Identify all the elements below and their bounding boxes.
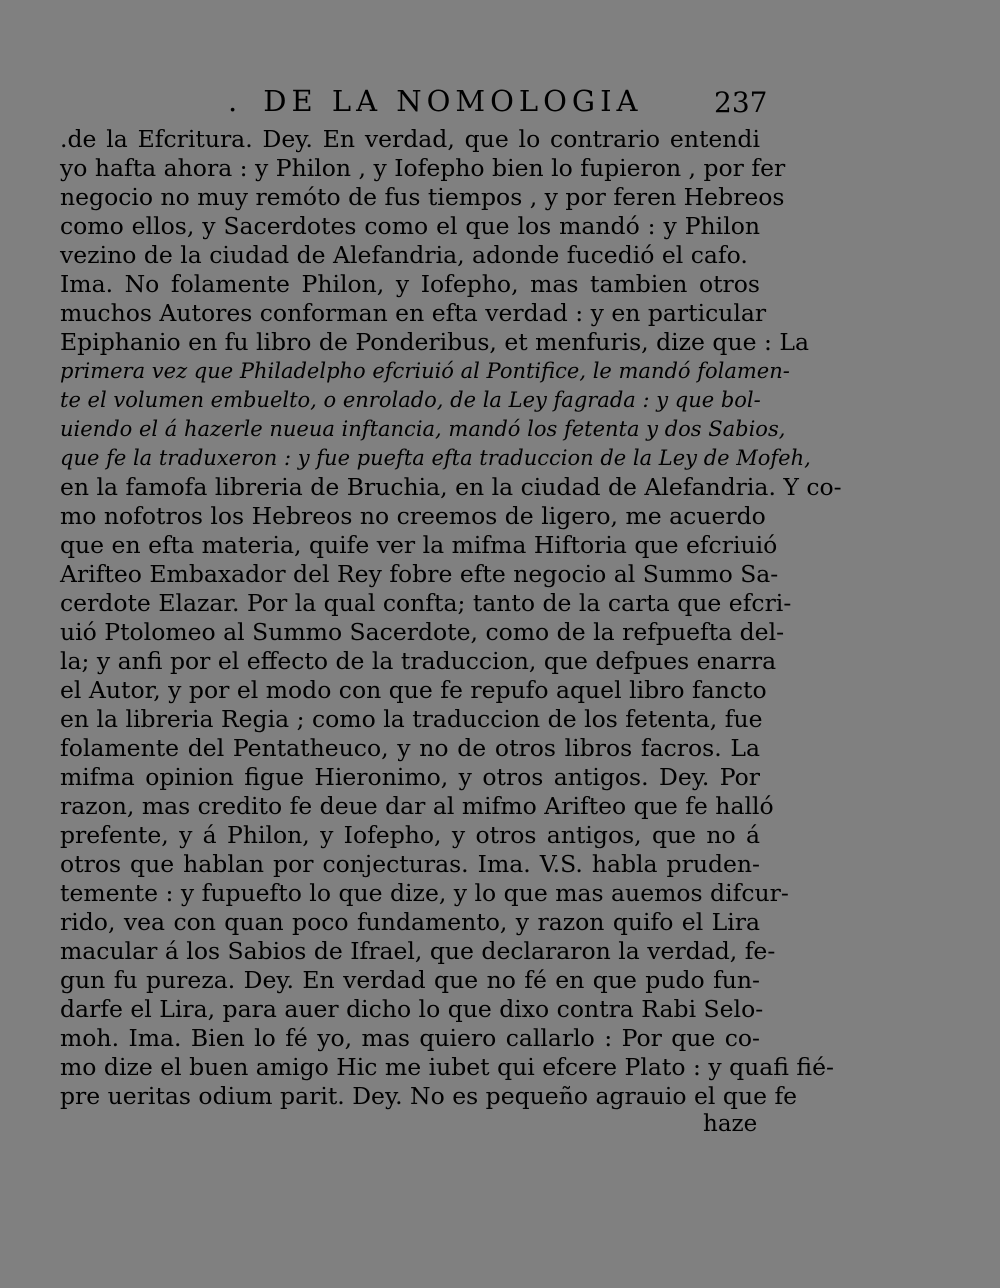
text-line: Epiphanio en fu libro de Ponderibus, et menfuris, dize que : La <box>60 328 809 356</box>
text-line: rido, vea con quan poco fundamento, y razon quifo el Lira <box>60 908 760 936</box>
page-number: 237 <box>714 86 768 119</box>
body-text <box>60 125 842 1111</box>
text-line: prefente, y á Philon, y Iofepho, y otros antigos, que no á <box>60 821 760 849</box>
header-dot: . <box>228 84 238 118</box>
text-line: la; y anfi por el effecto de la traduccion, que defpues enarra <box>60 647 777 675</box>
text-line: que fe la traduxeron : y fue puefta efta traduccion de la Ley de Mofeh, <box>60 446 811 470</box>
text-line: mo dize el buen amigo Hic me iubet qui efcere Plato : y quafi fié- <box>60 1053 834 1081</box>
text-line: temente : y fupuefto lo que dize, y lo que mas auemos difcur- <box>60 879 789 907</box>
text-line: yo hafta ahora : y Philon , y Iofepho bien lo fupieron , por fer <box>60 154 786 182</box>
text-line: pre ueritas odium parit. Dey. No es pequeño agrauio el que fe <box>60 1082 798 1110</box>
text-line: uió Ptolomeo al Summo Sacerdote, como de la refpuefta del- <box>60 618 785 646</box>
text-line: que en efta materia, quife ver la mifma Hiftoria que efcriuió <box>60 531 778 559</box>
text-line: folamente del Pentatheuco, y no de otros libros facros. La <box>60 734 760 762</box>
text-line: mo nofotros los Hebreos no creemos de ligero, me acuerdo <box>60 502 766 530</box>
text-line: Ima. No folamente Philon, y Iofepho, mas tambien otros <box>60 270 760 298</box>
text-line: mifma opinion figue Hieronimo, y otros antigos. Dey. Por <box>60 763 760 791</box>
text-line: .de la Efcritura. Dey. En verdad, que lo contrario entendi <box>60 125 760 153</box>
text-line: darfe el Lira, para auer dicho lo que dixo contra Rabi Selo- <box>60 995 764 1023</box>
text-line: muchos Autores conforman en efta verdad : y en particular <box>60 299 767 327</box>
text-line: en la libreria Regia ; como la traduccion de los fetenta, fue <box>60 705 763 733</box>
text-line: Arifteo Embaxador del Rey fobre efte negocio al Summo Sa- <box>60 560 779 588</box>
text-line: negocio no muy remóto de fus tiempos , y por feren Hebreos <box>60 183 785 211</box>
catchword: haze <box>703 1111 758 1137</box>
text-line: como ellos, y Sacerdotes como el que los mandó : y Philon <box>60 212 760 240</box>
header-title: DE LA NOMOLOGIA <box>263 84 643 118</box>
text-line: en la famofa libreria de Bruchia, en la ciudad de Alefandria. Y co- <box>60 473 842 501</box>
text-line: razon, mas credito fe deue dar al mifmo Arifteo que fe halló <box>60 792 774 820</box>
text-line: vezino de la ciudad de Alefandria, adonde fucedió el cafo. <box>60 241 748 269</box>
text-line: moh. Ima. Bien lo fé yo, mas quiero callarlo : Por que co- <box>60 1024 760 1052</box>
text-line: uiendo el á hazerle nueua inftancia, mandó los fetenta y dos Sabios, <box>60 417 786 441</box>
text-line: te el volumen embuelto, o enrolado, de la Ley fagrada : y que bol- <box>60 388 761 412</box>
text-line: macular á los Sabios de Ifrael, que declararon la verdad, fe- <box>60 937 776 965</box>
text-line: primera vez que Philadelpho efcriuió al Pontifice, le mandó folamen- <box>60 359 790 383</box>
text-line: otros que hablan por conjecturas. Ima. V.S. habla pruden- <box>60 850 760 878</box>
text-line: el Autor, y por el modo con que fe repufo aquel libro fancto <box>60 676 767 704</box>
text-line: gun fu pureza. Dey. En verdad que no fé en que pudo fun- <box>60 966 760 994</box>
text-line: cerdote Elazar. Por la qual confta; tanto de la carta que efcri- <box>60 589 792 617</box>
running-header <box>228 84 643 118</box>
